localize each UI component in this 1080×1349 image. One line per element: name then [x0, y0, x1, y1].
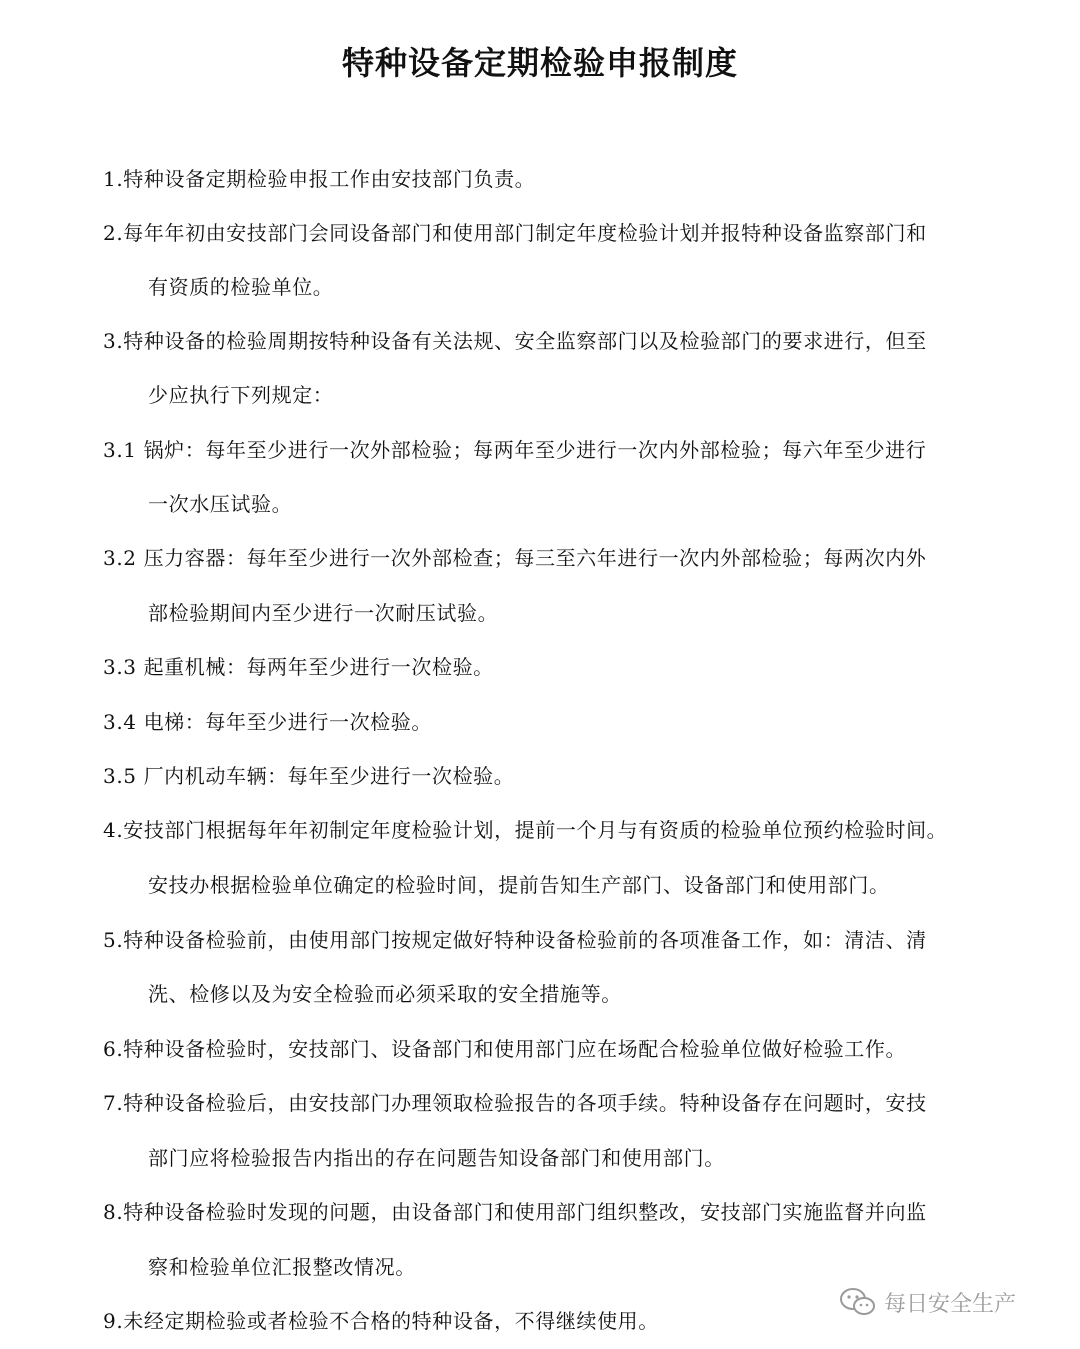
wechat-icon [838, 1286, 878, 1318]
item-2-cont: 有资质的检验单位。 [148, 275, 334, 299]
item-3-3: 3.3 起重机械：每两年至少进行一次检验。 [103, 655, 494, 679]
item-5-cont: 洗、检修以及为安全检验而必须采取的安全措施等。 [148, 982, 622, 1006]
item-3-2-cont: 部检验期间内至少进行一次耐压试验。 [148, 601, 499, 625]
item-4: 4.安技部门根据每年年初制定年度检验计划，提前一个月与有资质的检验单位预约检验时间。 [103, 818, 948, 842]
item-4-cont: 安技办根据检验单位确定的检验时间，提前告知生产部门、设备部门和使用部门。 [148, 873, 890, 897]
item-2: 2.每年年初由安技部门会同设备部门和使用部门制定年度检验计划并报特种设备监察部门和 [103, 221, 927, 245]
item-3-cont: 少应执行下列规定： [148, 383, 334, 407]
item-8: 8.特种设备检验时发现的问题，由设备部门和使用部门组织整改，安技部门实施监督并向监 [103, 1200, 927, 1224]
item-9: 9.未经定期检验或者检验不合格的特种设备，不得继续使用。 [103, 1309, 659, 1333]
item-5: 5.特种设备检验前，由使用部门按规定做好特种设备检验前的各项准备工作，如：清洁、清 [103, 928, 927, 952]
item-8-cont: 察和检验单位汇报整改情况。 [148, 1255, 416, 1279]
item-3-1: 3.1 锅炉：每年至少进行一次外部检验；每两年至少进行一次内外部检验；每六年至少进行 [103, 438, 927, 462]
item-3-1-cont: 一次水压试验。 [148, 492, 293, 516]
page-title: 特种设备定期检验申报制度 [341, 44, 738, 82]
item-3-5: 3.5 厂内机动车辆：每年至少进行一次检验。 [103, 764, 515, 788]
item-6: 6.特种设备检验时，安技部门、设备部门和使用部门应在场配合检验单位做好检验工作。 [103, 1037, 907, 1061]
item-3-2: 3.2 压力容器：每年至少进行一次外部检查；每三至六年进行一次内外部检验；每两次内外 [103, 546, 927, 570]
item-7-cont: 部门应将检验报告内指出的存在问题告知设备部门和使用部门。 [148, 1146, 725, 1170]
watermark-text: 每日安全生产 [884, 1291, 1017, 1317]
item-3: 3.特种设备的检验周期按特种设备有关法规、安全监察部门以及检验部门的要求进行，但至 [103, 329, 927, 353]
watermark [838, 1284, 1016, 1320]
item-7: 7.特种设备检验后，由安技部门办理领取检验报告的各项手续。特种设备存在问题时，安技 [103, 1091, 927, 1115]
item-3-4: 3.4 电梯：每年至少进行一次检验。 [103, 710, 432, 734]
item-1: 1.特种设备定期检验申报工作由安技部门负责。 [103, 167, 536, 191]
